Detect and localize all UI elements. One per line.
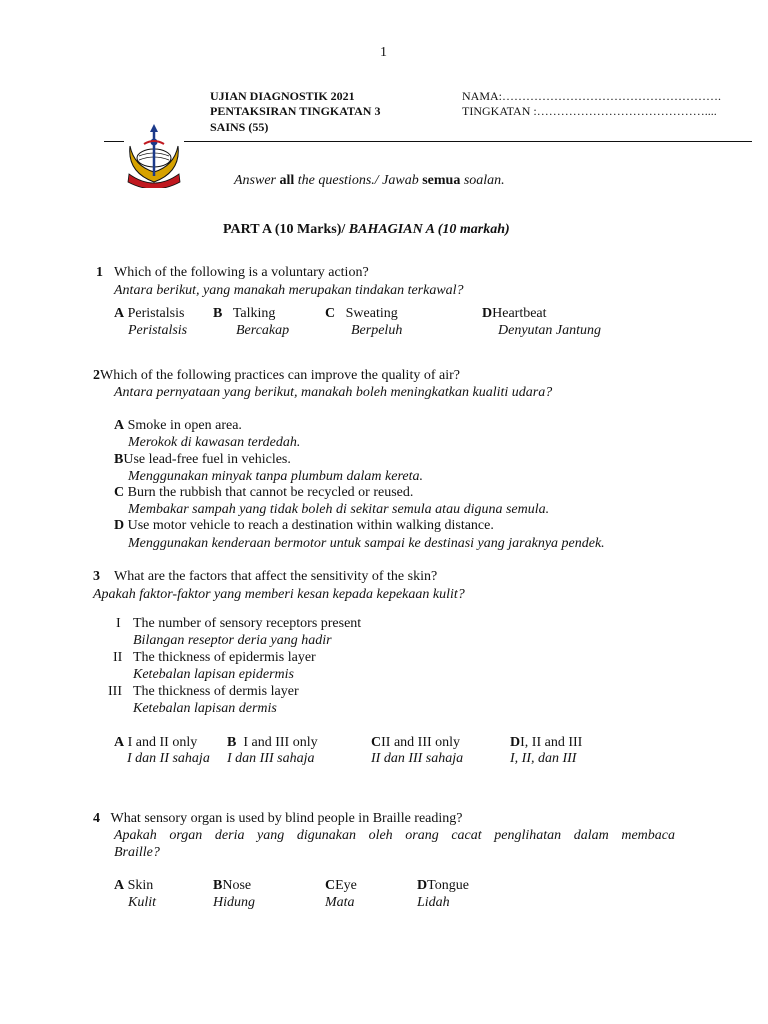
q1-number: 1 bbox=[96, 265, 103, 280]
q3-option-d-my: I, II, dan III bbox=[510, 751, 577, 766]
q4-option-a-my: Kulit bbox=[128, 895, 157, 910]
q1-option-c: C Sweating bbox=[325, 306, 398, 321]
q3-statement-my: Ketebalan lapisan dermis bbox=[133, 701, 277, 716]
q4-option-b-my: Hidung bbox=[213, 895, 255, 910]
q2-option-d-my: Menggunakan kenderaan bermotor untuk sampai ke destinasi yang jaraknya pendek. bbox=[128, 536, 605, 551]
q4-option-d-my: Lidah bbox=[417, 895, 450, 910]
q1-option-d: DHeartbeat bbox=[482, 306, 547, 321]
q2-option-a: A Smoke in open area. bbox=[114, 418, 242, 433]
header-rule bbox=[184, 141, 752, 142]
q4-text-my-cont: Braille? bbox=[114, 845, 160, 860]
q3-option-b-my: I dan III sahaja bbox=[227, 751, 315, 766]
q2-option-a-my: Merokok di kawasan terdedah. bbox=[128, 435, 301, 450]
subject-title: SAINS (55) bbox=[210, 120, 269, 134]
assessment-title: PENTAKSIRAN TINGKATAN 3 bbox=[210, 104, 381, 118]
q1-option-a: A Peristalsis bbox=[114, 306, 185, 321]
q3-statement-roman: I bbox=[116, 616, 121, 631]
q1-option-b-my: Bercakap bbox=[236, 323, 290, 338]
exam-title: UJIAN DIAGNOSTIK 2021 bbox=[210, 89, 355, 103]
q4-option-c-my: Mata bbox=[325, 895, 355, 910]
q4-option-b: BNose bbox=[213, 878, 252, 893]
q3-statement: The number of sensory receptors present bbox=[133, 616, 362, 631]
school-crest-logo bbox=[122, 122, 186, 188]
q3-statement: The thickness of epidermis layer bbox=[133, 650, 316, 665]
q2-option-d: D Use motor vehicle to reach a destination within walking distance. bbox=[114, 518, 494, 533]
q1-option-b: B Talking bbox=[213, 306, 276, 321]
q4-option-c: CEye bbox=[325, 878, 357, 893]
q1-option-a-my: Peristalsis bbox=[128, 323, 188, 338]
q2-option-c-my: Membakar sampah yang tidak boleh di sekitar semula atau diguna semula. bbox=[128, 502, 550, 517]
q3-statement-my: Ketebalan lapisan epidermis bbox=[133, 667, 294, 682]
instruction: Answer all the questions./ Jawab semua soalan. bbox=[234, 173, 505, 188]
name-field: NAMA:………………………………………………. bbox=[462, 89, 722, 103]
form-field: TINGKATAN :…………………………………….... bbox=[462, 104, 717, 118]
q2-option-b-my: Menggunakan minyak tanpa plumbum dalam kereta. bbox=[128, 469, 423, 484]
q4-option-a: A Skin bbox=[114, 878, 154, 893]
page-number: 1 bbox=[380, 45, 387, 60]
q3-option-c-my: II dan III sahaja bbox=[371, 751, 464, 766]
part-heading: PART A (10 Marks)/ BAHAGIAN A (10 markah) bbox=[223, 222, 510, 237]
q3-option-d: DI, II and III bbox=[510, 735, 583, 750]
q4-option-d: DTongue bbox=[417, 878, 469, 893]
q3-text: 3 What are the factors that affect the sensitivity of the skin? bbox=[93, 569, 438, 584]
q2-text-my: Antara pernyataan yang berikut, manakah boleh meningkatkan kualiti udara? bbox=[114, 385, 553, 400]
q3-statement-my: Bilangan reseptor deria yang hadir bbox=[133, 633, 332, 648]
q3-statement-roman: III bbox=[108, 684, 122, 699]
q1-option-c-my: Berpeluh bbox=[351, 323, 403, 338]
q3-text-my: Apakah faktor-faktor yang memberi kesan kepada kepekaan kulit? bbox=[93, 587, 465, 602]
q3-option-a: A I and II only bbox=[114, 735, 198, 750]
q3-option-c: CII and III only bbox=[371, 735, 461, 750]
q1-option-d-my: Denyutan Jantung bbox=[498, 323, 602, 338]
q3-statement-roman: II bbox=[113, 650, 123, 665]
q1-text-my: Antara berikut, yang manakah merupakan tindakan terkawal? bbox=[114, 283, 464, 298]
q2-option-c: C Burn the rubbish that cannot be recycled or reused. bbox=[114, 485, 414, 500]
q4-text-my: Apakah organ deria yang digunakan oleh orang cacat penglihatan dalam membaca bbox=[114, 828, 675, 843]
q2-option-b: BUse lead-free fuel in vehicles. bbox=[114, 452, 291, 467]
q1-text: Which of the following is a voluntary action? bbox=[114, 265, 369, 280]
q4-text: 4 What sensory organ is used by blind people in Braille reading? bbox=[93, 811, 463, 826]
q3-option-a-my: I dan II sahaja bbox=[127, 751, 210, 766]
q3-option-b: B I and III only bbox=[227, 735, 318, 750]
header-rule-left bbox=[104, 141, 124, 142]
q3-statement: The thickness of dermis layer bbox=[133, 684, 299, 699]
q2-text: 2Which of the following practices can improve the quality of air? bbox=[93, 368, 460, 383]
